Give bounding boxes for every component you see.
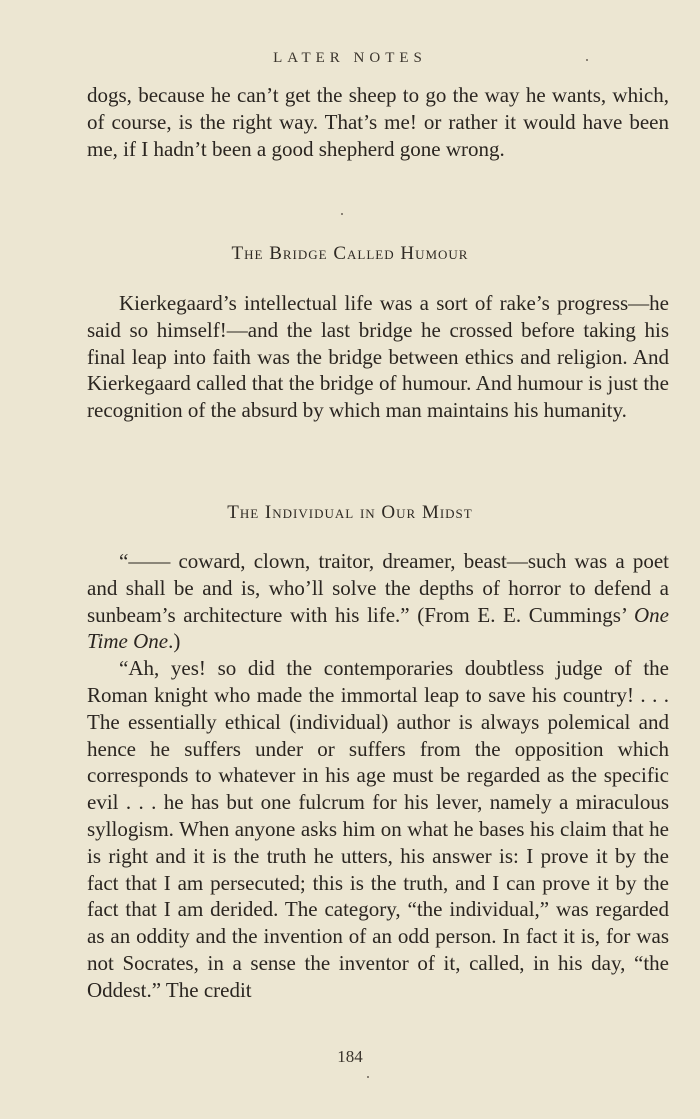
paper-speck	[341, 213, 343, 215]
kierkegaard-quote-paragraph: “Ah, yes! so did the contemporaries doubtless judge of the Roman knight who made the immortal leap to save his country! . . . The essentially ethical (individual) author is always polemical and hence he suffers under or suffers from the opposition which corresponds to whatever in his age must be regarded as the specific evil . . . he has but one fulcrum for his lever, namely a miraculous syllogism. When anyone asks him on what he bases his claim that he is right and it is the truth he utters, his answer is: I prove it by the fact that I am persecuted; this is the truth, and I can prove it by the fact that I am derided. The category, “the individual,” was regarded as an oddity and the invention of an odd person. In fact it is, for was not Socrates, in a sense the inventor of it, called, in his day, “the Oddest.” The credit	[87, 656, 669, 1002]
cummings-quote-end: .)	[168, 629, 181, 654]
cummings-book-title: One Time One	[87, 602, 669, 654]
section-heading-individual-in-our-midst: The Individual in Our Midst	[227, 502, 473, 523]
page-number: 184	[337, 1047, 363, 1066]
paper-speck	[586, 59, 588, 61]
paper-speck	[367, 1076, 369, 1078]
section-heading-bridge-called-humour: The Bridge Called Humour	[231, 243, 469, 264]
continuation-paragraph: dogs, because he can’t get the sheep to go the way he wants, which, of course, is the right way. That’s me! or rather it would have been me, if I hadn’t been a good shepherd gone wrong.	[87, 83, 669, 161]
running-head: LATER NOTES	[273, 50, 427, 66]
cummings-quote-paragraph	[87, 548, 669, 655]
continuation-text	[87, 82, 669, 162]
bridge-paragraph: Kierkegaard’s intellectual life was a sort of rake’s progress—he said so himself!—and the last bridge he crossed before taking his final leap into faith was the bridge between ethics and religion. And Kierkegaard called that the bridge of humour. And humour is just the recognition of the absurd by which man maintains his humanity.	[87, 291, 669, 423]
section-bridge-body	[87, 290, 669, 424]
cummings-quote-text: “—— coward, clown, traitor, dreamer, beast—such was a poet and shall be and is, who’ll solve the depths of horror to defend a sunbeam’s architecture with his life.” (From E. E. Cummings’	[87, 549, 669, 627]
section-individual-body	[87, 548, 669, 1004]
